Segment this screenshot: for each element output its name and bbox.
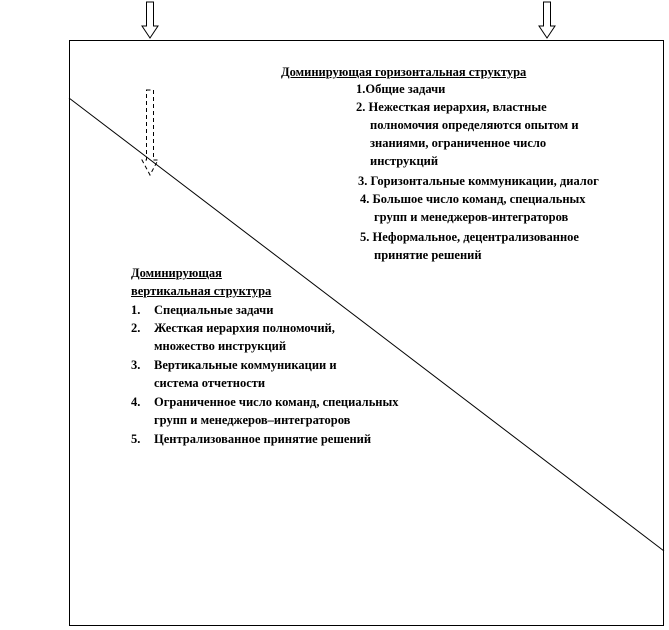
top-right-down-arrow bbox=[539, 2, 555, 38]
vertical-item-4 bbox=[131, 393, 399, 429]
vertical-item-number: 4. bbox=[131, 395, 141, 409]
vertical-item-2 bbox=[131, 319, 335, 355]
vertical-structure-title-line1: Доминирующая bbox=[131, 266, 222, 280]
vertical-item-5 bbox=[131, 430, 371, 448]
horizontal-item-2-cont-1: полномочия определяются опытом и bbox=[370, 118, 579, 132]
horizontal-item-2: 2. Нежесткая иерархия, властные bbox=[356, 100, 547, 114]
vertical-item-text-cont: система отчетности bbox=[154, 376, 266, 390]
vertical-item-1 bbox=[131, 301, 273, 319]
vertical-item-number: 3. bbox=[131, 358, 141, 372]
horizontal-item-3: 3. Горизонтальные коммуникации, диалог bbox=[358, 174, 599, 188]
horizontal-item-4-cont: групп и менеджеров-интеграторов bbox=[374, 210, 569, 224]
vertical-item-text: Ограниченное число команд, специальных bbox=[154, 395, 399, 409]
horizontal-item-4: 4. Большое число команд, специальных bbox=[360, 192, 586, 206]
horizontal-item-5-cont: принятие решений bbox=[374, 248, 482, 262]
horizontal-item-5: 5. Неформальное, децентрализованное bbox=[360, 230, 579, 244]
horizontal-item-1: 1.Общие задачи bbox=[356, 82, 446, 96]
vertical-item-text-cont: групп и менеджеров–интеграторов bbox=[154, 413, 351, 427]
vertical-item-text-cont: множество инструкций bbox=[154, 339, 287, 353]
horizontal-item-2-cont-3: инструкций bbox=[370, 154, 439, 168]
vertical-item-number: 5. bbox=[131, 432, 141, 446]
vertical-item-3 bbox=[131, 356, 337, 392]
vertical-structure-title-line2: вертикальная структура bbox=[131, 284, 272, 298]
vertical-item-text: Вертикальные коммуникации и bbox=[154, 358, 337, 372]
vertical-item-number: 1. bbox=[131, 303, 141, 317]
horizontal-item-2-cont-2: знаниями, ограниченное число bbox=[370, 136, 547, 150]
vertical-item-text: Жесткая иерархия полномочий, bbox=[154, 321, 335, 335]
horizontal-structure-title: Доминирующая горизонтальная структура bbox=[281, 65, 527, 79]
top-left-down-arrow bbox=[142, 2, 158, 38]
vertical-item-text: Специальные задачи bbox=[154, 303, 274, 317]
vertical-item-text: Централизованное принятие решений bbox=[154, 432, 372, 446]
vertical-item-number: 2. bbox=[131, 321, 141, 335]
